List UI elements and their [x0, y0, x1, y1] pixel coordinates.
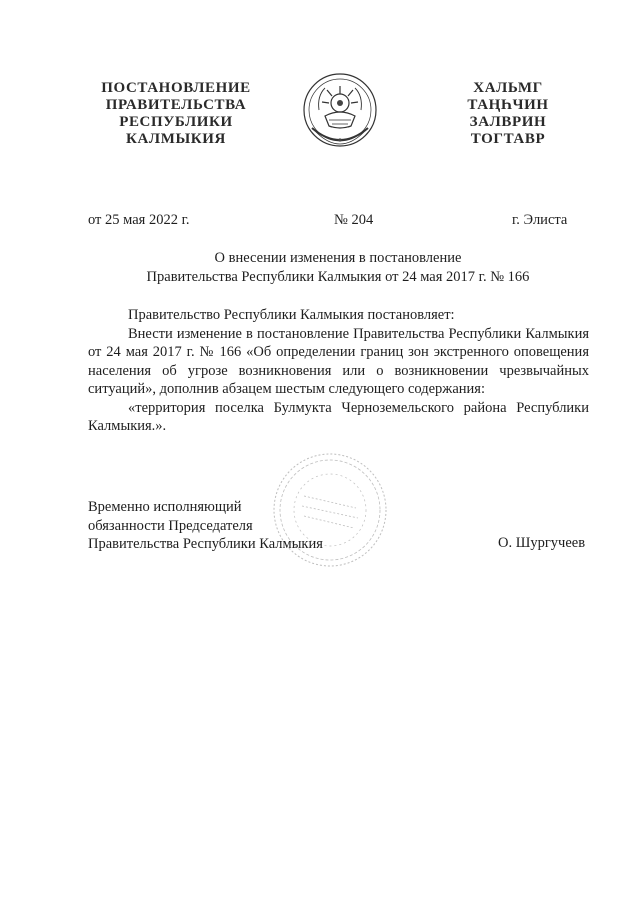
header-right-line: ТАҢҺЧИН	[467, 97, 549, 113]
body-paragraph: Внести изменение в постановление Правительства Республики Калмыкия от 24 мая 2017 г. № 166 «Об определении границ зон экстренного оповещения населения об угрозе возникновения или о возникновении чрезвычайных ситуаций», дополнив абзацем шестым следующего содержания:	[88, 325, 589, 397]
header-left-line: ПОСТАНОВЛЕНИЕ	[101, 80, 251, 96]
header-left-title	[96, 80, 256, 148]
signature-position	[88, 498, 323, 554]
header-left-line: КАЛМЫКИЯ	[126, 131, 226, 147]
body-paragraph: «территория поселка Булмукта Черноземельского района Республики Калмыкия.».	[88, 399, 589, 434]
document-body	[88, 306, 589, 436]
document-number: № 204	[334, 212, 374, 228]
header-right-line: ХАЛЬМГ	[473, 80, 543, 96]
signature-line: Правительства Республики Калмыкия	[88, 536, 323, 552]
header-left-line: РЕСПУБЛИКИ	[119, 114, 233, 130]
signature-line: Временно исполняющий	[88, 499, 242, 515]
header-left-line: ПРАВИТЕЛЬСТВА	[105, 97, 247, 113]
header-right-title	[452, 80, 564, 148]
document-date: от 25 мая 2022 г.	[88, 212, 190, 228]
title-line: О внесении изменения в постановление	[214, 250, 462, 266]
signer-name: О. Шургучеев	[498, 535, 586, 551]
header-right-line: ТОГТАВР	[470, 131, 546, 147]
document-title	[88, 249, 588, 287]
document-city: г. Элиста	[512, 212, 568, 228]
signature-line: обязанности Председателя	[88, 517, 253, 534]
body-paragraph: Правительство Республики Калмыкия постановляет:	[128, 307, 455, 323]
coat-of-arms-emblem	[299, 70, 381, 154]
title-line: Правительства Республики Калмыкия от 24 мая 2017 г. № 166	[146, 269, 530, 285]
header-right-line: ЗАЛВРИН	[469, 114, 547, 130]
